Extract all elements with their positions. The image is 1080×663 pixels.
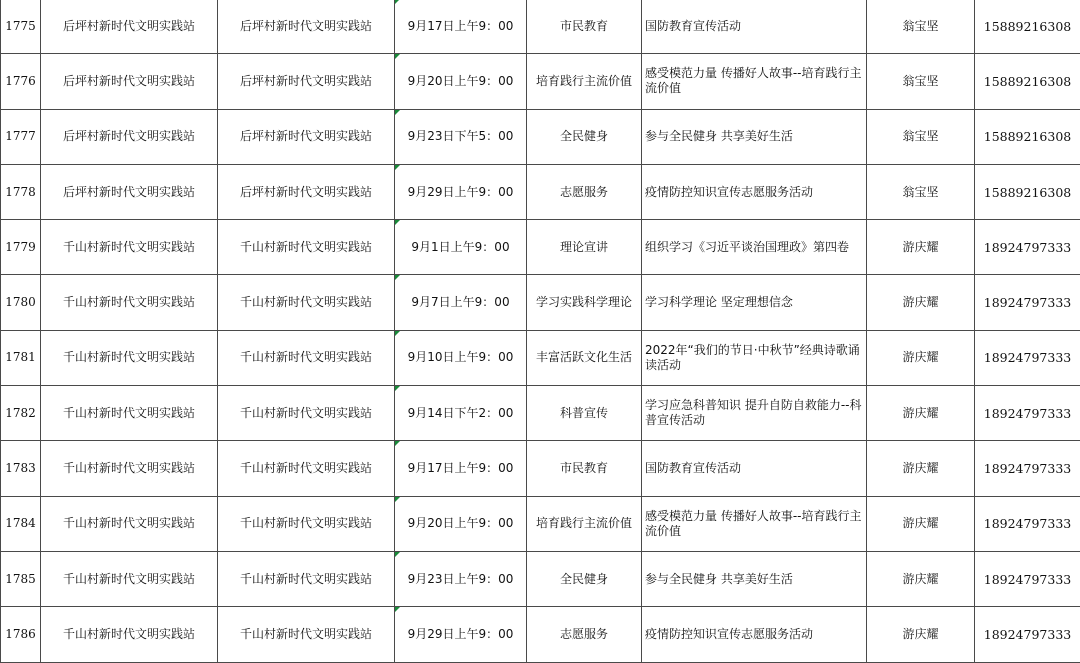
row-number: 1777 (1, 109, 41, 164)
village-cell: 千山村新时代文明实践站 (41, 441, 218, 496)
row-number: 1782 (1, 386, 41, 441)
village-cell: 千山村新时代文明实践站 (41, 220, 218, 275)
village-cell: 千山村新时代文明实践站 (41, 551, 218, 606)
content-cell: 2022年“我们的节日·中秋节”经典诗歌诵读活动 (642, 330, 867, 385)
row-number: 1779 (1, 220, 41, 275)
time-cell: 9月23日上午9：00 (395, 551, 527, 606)
row-number: 1785 (1, 551, 41, 606)
table-body (1, 0, 1080, 662)
table-row (1, 607, 1080, 662)
category-cell: 市民教育 (527, 0, 642, 54)
contact-cell: 游庆耀 (867, 551, 975, 606)
table-row (1, 275, 1080, 330)
table-row (1, 220, 1080, 275)
station-cell: 后坪村新时代文明实践站 (218, 109, 395, 164)
contact-cell: 游庆耀 (867, 496, 975, 551)
station-cell: 千山村新时代文明实践站 (218, 220, 395, 275)
content-cell: 学习科学理论 坚定理想信念 (642, 275, 867, 330)
phone-cell: 15889216308 (975, 164, 1080, 219)
station-cell: 后坪村新时代文明实践站 (218, 54, 395, 109)
table-row (1, 330, 1080, 385)
content-cell: 感受模范力量 传播好人故事--培育践行主流价值 (642, 54, 867, 109)
station-cell: 千山村新时代文明实践站 (218, 551, 395, 606)
content-cell: 参与全民健身 共享美好生活 (642, 109, 867, 164)
village-cell: 千山村新时代文明实践站 (41, 330, 218, 385)
contact-cell: 游庆耀 (867, 275, 975, 330)
station-cell: 千山村新时代文明实践站 (218, 275, 395, 330)
phone-cell: 15889216308 (975, 54, 1080, 109)
time-cell: 9月1日上午9：00 (395, 220, 527, 275)
category-cell: 培育践行主流价值 (527, 496, 642, 551)
content-cell: 疫情防控知识宣传志愿服务活动 (642, 607, 867, 662)
contact-cell: 翁宝坚 (867, 0, 975, 54)
time-cell: 9月14日下午2：00 (395, 386, 527, 441)
station-cell: 千山村新时代文明实践站 (218, 441, 395, 496)
station-cell: 千山村新时代文明实践站 (218, 607, 395, 662)
category-cell: 全民健身 (527, 109, 642, 164)
station-cell: 千山村新时代文明实践站 (218, 386, 395, 441)
contact-cell: 游庆耀 (867, 220, 975, 275)
village-cell: 后坪村新时代文明实践站 (41, 164, 218, 219)
table-row (1, 54, 1080, 109)
station-cell: 后坪村新时代文明实践站 (218, 0, 395, 54)
time-cell: 9月20日上午9：00 (395, 496, 527, 551)
village-cell: 千山村新时代文明实践站 (41, 496, 218, 551)
time-cell: 9月23日下午5：00 (395, 109, 527, 164)
category-cell: 培育践行主流价值 (527, 54, 642, 109)
station-cell: 千山村新时代文明实践站 (218, 330, 395, 385)
content-cell: 感受模范力量 传播好人故事--培育践行主流价值 (642, 496, 867, 551)
content-cell: 国防教育宣传活动 (642, 0, 867, 54)
content-cell: 国防教育宣传活动 (642, 441, 867, 496)
phone-cell: 18924797333 (975, 551, 1080, 606)
table-row (1, 0, 1080, 54)
row-number: 1781 (1, 330, 41, 385)
village-cell: 后坪村新时代文明实践站 (41, 54, 218, 109)
table-row (1, 441, 1080, 496)
phone-cell: 15889216308 (975, 0, 1080, 54)
village-cell: 千山村新时代文明实践站 (41, 275, 218, 330)
row-number: 1775 (1, 0, 41, 54)
row-number: 1776 (1, 54, 41, 109)
time-cell: 9月29日上午9：00 (395, 607, 527, 662)
station-cell: 后坪村新时代文明实践站 (218, 164, 395, 219)
table-row (1, 551, 1080, 606)
category-cell: 全民健身 (527, 551, 642, 606)
table-row (1, 496, 1080, 551)
village-cell: 后坪村新时代文明实践站 (41, 109, 218, 164)
contact-cell: 翁宝坚 (867, 109, 975, 164)
category-cell: 学习实践科学理论 (527, 275, 642, 330)
category-cell: 科普宣传 (527, 386, 642, 441)
content-cell: 学习应急科普知识 提升自防自救能力--科普宣传活动 (642, 386, 867, 441)
row-number: 1780 (1, 275, 41, 330)
time-cell: 9月17日上午9：00 (395, 0, 527, 54)
contact-cell: 翁宝坚 (867, 164, 975, 219)
row-number: 1786 (1, 607, 41, 662)
station-cell: 千山村新时代文明实践站 (218, 496, 395, 551)
time-cell: 9月29日上午9：00 (395, 164, 527, 219)
contact-cell: 游庆耀 (867, 386, 975, 441)
phone-cell: 18924797333 (975, 607, 1080, 662)
contact-cell: 游庆耀 (867, 441, 975, 496)
content-cell: 参与全民健身 共享美好生活 (642, 551, 867, 606)
phone-cell: 18924797333 (975, 275, 1080, 330)
contact-cell: 游庆耀 (867, 330, 975, 385)
phone-cell: 18924797333 (975, 386, 1080, 441)
phone-cell: 18924797333 (975, 496, 1080, 551)
time-cell: 9月10日上午9：00 (395, 330, 527, 385)
table-row (1, 109, 1080, 164)
time-cell: 9月7日上午9：00 (395, 275, 527, 330)
village-cell: 千山村新时代文明实践站 (41, 386, 218, 441)
table-row (1, 164, 1080, 219)
phone-cell: 18924797333 (975, 330, 1080, 385)
category-cell: 志愿服务 (527, 607, 642, 662)
table-row (1, 386, 1080, 441)
time-cell: 9月17日上午9：00 (395, 441, 527, 496)
village-cell: 后坪村新时代文明实践站 (41, 0, 218, 54)
phone-cell: 18924797333 (975, 220, 1080, 275)
time-cell: 9月20日上午9：00 (395, 54, 527, 109)
contact-cell: 游庆耀 (867, 607, 975, 662)
row-number: 1784 (1, 496, 41, 551)
category-cell: 志愿服务 (527, 164, 642, 219)
phone-cell: 15889216308 (975, 109, 1080, 164)
phone-cell: 18924797333 (975, 441, 1080, 496)
category-cell: 理论宣讲 (527, 220, 642, 275)
category-cell: 丰富活跃文化生活 (527, 330, 642, 385)
village-cell: 千山村新时代文明实践站 (41, 607, 218, 662)
content-cell: 疫情防控知识宣传志愿服务活动 (642, 164, 867, 219)
category-cell: 市民教育 (527, 441, 642, 496)
contact-cell: 翁宝坚 (867, 54, 975, 109)
row-number: 1778 (1, 164, 41, 219)
row-number: 1783 (1, 441, 41, 496)
content-cell: 组织学习《习近平谈治国理政》第四卷 (642, 220, 867, 275)
